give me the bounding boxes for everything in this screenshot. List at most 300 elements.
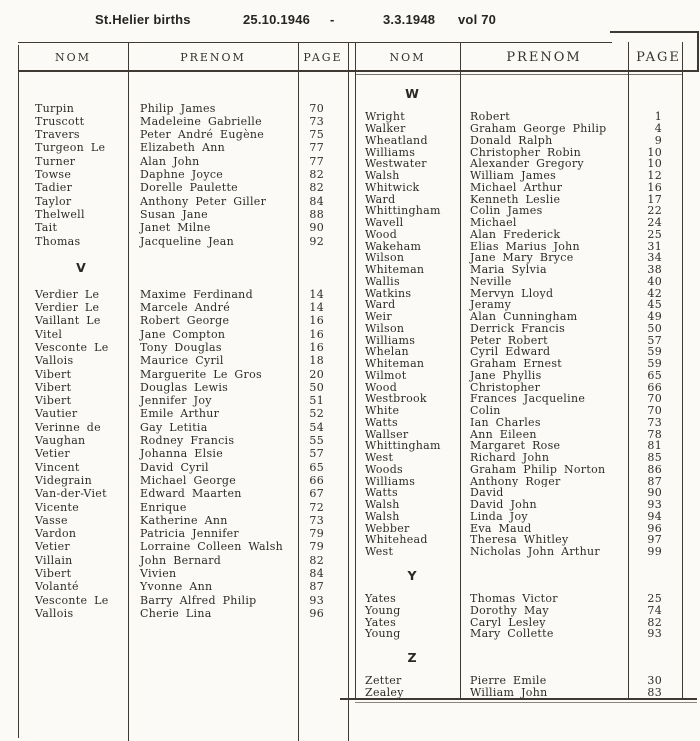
table-row	[355, 311, 682, 323]
page-cell: 84	[309, 194, 324, 208]
page-cell: 22	[647, 205, 662, 217]
page-cell	[628, 664, 682, 676]
page-cell: 14	[309, 287, 324, 301]
prenom-cell: Yvonne Ann	[140, 580, 213, 594]
prenom-cell: Marguerite Le Gros	[140, 367, 262, 381]
table-row	[18, 567, 348, 580]
prenom-cell: Nicholas John Arthur	[470, 546, 600, 558]
prenom-cell: Christopher	[470, 381, 541, 394]
page-cell	[628, 640, 682, 652]
nom-cell: Yates	[365, 616, 397, 629]
nom-cell: Williams	[365, 475, 416, 488]
table-row	[355, 393, 682, 405]
table-row	[18, 421, 348, 434]
table-row	[18, 288, 348, 301]
prenom-cell: Lorraine Colleen Walsh	[140, 540, 284, 554]
prenom-cell: Jeramy	[470, 299, 512, 311]
nom-cell	[18, 75, 128, 88]
table-row	[18, 328, 348, 341]
table-row	[355, 323, 682, 335]
table-row	[18, 208, 348, 221]
nom-cell: W	[405, 87, 420, 100]
nom-cell: Z	[407, 651, 418, 664]
page-cell: 65	[647, 369, 662, 382]
page-cell: 86	[647, 463, 662, 476]
table-row	[355, 205, 682, 217]
table-row	[355, 570, 682, 582]
right-nom-header: NOM	[389, 51, 426, 64]
table-row	[18, 554, 348, 567]
page-cell: 79	[309, 527, 324, 541]
nom-cell: Watts	[365, 416, 398, 429]
prenom-cell: Patricia Jennifer	[140, 527, 239, 541]
page-cell: 66	[309, 473, 324, 487]
table-row	[355, 264, 682, 276]
prenom-cell: Maria Sylvia	[470, 264, 547, 276]
nom-cell: Watkins	[365, 287, 412, 300]
nom-cell: Whitehead	[365, 534, 428, 546]
prenom-cell: Colin James	[470, 205, 543, 217]
table-row	[355, 640, 682, 652]
page-cell: 57	[309, 447, 324, 461]
page-cell: 10	[647, 158, 662, 170]
prenom-cell	[460, 581, 628, 593]
prenom-cell: Elias Marius John	[470, 240, 580, 253]
page-cell: 99	[647, 546, 662, 558]
prenom-cell	[460, 664, 628, 676]
table-row	[18, 501, 348, 514]
table-row	[18, 128, 348, 141]
table-row	[355, 417, 682, 429]
prenom-cell: Michael Arthur	[470, 181, 563, 194]
table-bottom-border-2	[355, 702, 697, 703]
table-row	[18, 394, 348, 407]
table-row	[355, 158, 682, 170]
page-cell	[298, 248, 348, 261]
table-row	[355, 675, 682, 687]
prenom-cell: Michael	[470, 217, 517, 229]
page-cell: 84	[309, 566, 324, 580]
page-cell: 18	[309, 354, 324, 368]
nom-cell: Vibert	[35, 566, 72, 580]
nom-cell: Weir	[365, 311, 392, 323]
nom-cell: Vautier	[35, 407, 78, 421]
table-row	[355, 382, 682, 394]
page-cell	[298, 75, 348, 88]
page-cell: 73	[309, 513, 324, 527]
nom-cell	[355, 76, 460, 88]
nom-cell	[18, 88, 128, 101]
table-row	[18, 461, 348, 474]
page-cell: 24	[647, 217, 662, 229]
prenom-cell: Eva Maud	[470, 522, 532, 535]
page-cell: 90	[647, 487, 662, 499]
table-row	[355, 111, 682, 123]
table-row	[18, 301, 348, 314]
nom-cell: Verdier Le	[35, 301, 100, 315]
page-cell	[628, 581, 682, 593]
page-cell: 10	[647, 146, 662, 159]
page-cell	[628, 76, 682, 88]
table-row	[18, 102, 348, 115]
left-page-header: PAGE	[303, 51, 343, 64]
table-row	[18, 235, 348, 248]
table-row	[355, 123, 682, 135]
page-cell	[628, 100, 682, 112]
table-row	[355, 358, 682, 370]
table-row	[18, 527, 348, 540]
nom-cell: Videgrain	[35, 473, 92, 487]
prenom-cell: Colin	[470, 405, 501, 417]
page-cell: 85	[647, 452, 662, 464]
prenom-cell: Alan John	[140, 154, 200, 168]
nom-cell: Vasse	[35, 513, 68, 527]
prenom-cell: Peter André Eugène	[140, 128, 265, 142]
nom-cell: Whittingham	[365, 440, 441, 452]
page-cell: 16	[309, 314, 324, 328]
page-cell	[628, 570, 682, 582]
nom-cell: Vaillant Le	[35, 314, 101, 328]
nom-cell: Young	[365, 628, 401, 640]
nom-cell: Vetier	[35, 447, 70, 461]
nom-cell: Vibert	[35, 394, 72, 408]
table-row	[18, 474, 348, 487]
nom-cell: Whitwick	[365, 181, 420, 194]
prenom-cell: Neville	[470, 275, 512, 288]
page-cell: 16	[647, 181, 662, 194]
nom-cell: Zetter	[365, 675, 402, 687]
nom-cell: Walker	[365, 123, 406, 135]
nom-cell: Woods	[365, 463, 403, 476]
prenom-cell: Frances Jacqueline	[470, 393, 586, 405]
prenom-cell: Derrick Francis	[470, 322, 566, 335]
nom-cell: Wood	[365, 228, 398, 241]
nom-cell: Turpin	[35, 101, 75, 115]
prenom-cell: Maurice Cyril	[140, 354, 224, 368]
nom-cell	[18, 248, 128, 261]
table-row	[18, 274, 348, 287]
page-cell: 34	[647, 252, 662, 264]
nom-cell: Williams	[365, 334, 416, 347]
prenom-cell	[128, 261, 298, 274]
header-bottom-border	[18, 70, 697, 72]
prenom-cell: Cyril Edward	[470, 346, 551, 358]
table-row	[18, 88, 348, 101]
table-row	[18, 314, 348, 327]
prenom-cell: Graham Philip Norton	[470, 463, 606, 476]
page-cell: 72	[309, 500, 324, 514]
page-cell: 59	[647, 346, 662, 358]
page-cell: 78	[647, 428, 662, 441]
prenom-cell: Marcele André	[140, 301, 231, 315]
nom-cell	[355, 640, 460, 652]
nom-cell: Zealey	[365, 687, 404, 699]
table-row	[18, 261, 348, 274]
page-cell: 75	[309, 128, 324, 142]
right-page-header: PAGE	[636, 50, 681, 65]
prenom-cell: Tony Douglas	[140, 340, 222, 354]
page-cell: 40	[647, 275, 662, 288]
page-cell: 57	[647, 334, 662, 347]
nom-cell: Vitel	[35, 327, 63, 341]
table-row	[18, 447, 348, 460]
left-prenom-header: PRENOM	[180, 51, 246, 64]
table-row	[355, 617, 682, 629]
table-row	[355, 605, 682, 617]
page-cell: 12	[647, 170, 662, 182]
nom-cell	[355, 558, 460, 570]
page-cell: 93	[647, 628, 662, 640]
table-row	[355, 299, 682, 311]
nom-cell: Vicente	[35, 500, 80, 514]
page-cell: 31	[647, 240, 662, 253]
nom-cell: White	[365, 405, 400, 417]
prenom-cell: Donald Ralph	[470, 134, 553, 147]
page-cell: 20	[309, 367, 324, 381]
prenom-cell: Jane Mary Bryce	[470, 252, 574, 264]
nom-cell: Vibert	[35, 380, 72, 394]
end-date: 3.3.1948	[383, 12, 436, 27]
page-cell: 79	[309, 540, 324, 554]
table-row	[355, 593, 682, 605]
page-cell: 59	[647, 358, 662, 370]
table-row	[355, 241, 682, 253]
page-cell: 1	[654, 111, 662, 123]
page-cell: 67	[309, 487, 324, 501]
table-row	[18, 141, 348, 154]
table-row	[355, 558, 682, 570]
nom-cell: Taylor	[35, 194, 72, 208]
prenom-cell: John Bernard	[140, 553, 222, 567]
prenom-cell: Emile Arthur	[140, 407, 220, 421]
table-row	[18, 181, 348, 194]
nom-cell: Villain	[35, 553, 73, 567]
nom-cell: Yates	[365, 593, 397, 605]
prenom-cell: Robert	[470, 111, 510, 123]
prenom-cell: Pierre Emile	[470, 675, 547, 687]
page-cell: 51	[309, 394, 324, 408]
date-separator: -	[330, 12, 335, 27]
table-row	[355, 217, 682, 229]
nom-cell: Thomas	[35, 234, 81, 248]
volume-label: vol 70	[458, 12, 497, 27]
prenom-cell: Maxime Ferdinand	[140, 287, 253, 301]
table-row	[355, 511, 682, 523]
page-cell	[298, 88, 348, 101]
prenom-cell: Jacqueline Jean	[140, 234, 234, 248]
prenom-cell: Mary Collette	[470, 628, 554, 640]
prenom-cell: Kenneth Leslie	[470, 193, 561, 206]
table-row	[355, 346, 682, 358]
nom-cell: Turner	[35, 154, 76, 168]
prenom-cell: Elizabeth Ann	[140, 141, 225, 155]
table-row	[355, 523, 682, 535]
page-cell: 30	[647, 675, 662, 687]
table-row	[355, 335, 682, 347]
prenom-cell: Daphne Joyce	[140, 168, 224, 182]
page-cell: 82	[309, 181, 324, 195]
page-cell: 25	[647, 593, 662, 605]
page-cell: 50	[647, 322, 662, 335]
nom-cell: Vallois	[35, 354, 74, 368]
table-row	[18, 115, 348, 128]
table-row	[18, 407, 348, 420]
page-cell: 88	[309, 207, 324, 221]
table-row	[355, 628, 682, 640]
prenom-cell	[128, 274, 298, 287]
nom-cell	[355, 581, 460, 593]
nom-cell: Whiteman	[365, 358, 425, 370]
table-row	[355, 687, 682, 699]
nom-cell: Wheatland	[365, 134, 428, 147]
nom-cell: Vardon	[35, 527, 77, 541]
page-cell: 94	[647, 510, 662, 523]
prenom-cell: Dorothy May	[470, 604, 549, 617]
prenom-cell: Anthony Peter Giller	[140, 194, 267, 208]
prenom-cell: Katherine Ann	[140, 513, 228, 527]
nom-cell: Whelan	[365, 346, 409, 358]
nom-cell: Webber	[365, 522, 410, 535]
nom-cell: Westwater	[365, 158, 427, 170]
page-cell: 17	[647, 193, 662, 206]
nom-cell: Verinne de	[35, 420, 101, 434]
prenom-cell: Theresa Whitley	[470, 534, 569, 546]
page-cell: 87	[309, 580, 324, 594]
table-row	[355, 182, 682, 194]
nom-cell: Wilson	[365, 252, 405, 264]
prenom-cell: David Cyril	[140, 460, 209, 474]
prenom-cell	[460, 570, 628, 582]
right-prenom-header: PRENOM	[506, 50, 582, 65]
table-row	[355, 135, 682, 147]
table-row	[18, 594, 348, 607]
table-row	[355, 452, 682, 464]
nom-cell: Turgeon Le	[35, 141, 106, 155]
nom-cell: Vesconte Le	[35, 593, 109, 607]
page-cell: 93	[309, 593, 324, 607]
prenom-cell: Douglas Lewis	[140, 380, 229, 394]
table-row	[18, 434, 348, 447]
page-cell: 54	[309, 420, 324, 434]
nom-cell	[355, 100, 460, 112]
table-row	[355, 546, 682, 558]
prenom-cell: Anthony Roger	[470, 475, 561, 488]
prenom-cell: Johanna Elsie	[140, 447, 224, 461]
page-cell	[628, 652, 682, 664]
page-cell: 83	[647, 687, 662, 699]
table-row	[355, 252, 682, 264]
prenom-cell: Jane Compton	[140, 327, 226, 341]
table-row	[355, 652, 682, 664]
left-nom-header: NOM	[55, 51, 91, 64]
prenom-cell: Cherie Lina	[140, 606, 212, 620]
page-cell: 70	[309, 101, 324, 115]
table-row	[18, 168, 348, 181]
table-row	[355, 429, 682, 441]
prenom-cell: David John	[470, 499, 537, 511]
prenom-cell: Edward Maarten	[140, 487, 242, 501]
page-cell: 42	[647, 287, 662, 300]
page-cell: 55	[309, 434, 324, 448]
page-cell: 52	[309, 407, 324, 421]
prenom-cell: Philip James	[140, 101, 216, 115]
nom-cell: Towse	[35, 168, 72, 182]
page-cell: 70	[647, 393, 662, 405]
page-box-top-border	[610, 31, 697, 33]
table-row	[18, 607, 348, 620]
nom-cell: West	[365, 452, 394, 464]
table-row	[18, 580, 348, 593]
prenom-cell	[128, 75, 298, 88]
page-cell: 16	[309, 327, 324, 341]
page-cell: 45	[647, 299, 662, 311]
prenom-cell	[460, 76, 628, 88]
table-row	[355, 76, 682, 88]
prenom-cell: Margaret Rose	[470, 440, 561, 452]
prenom-cell: Peter Robert	[470, 334, 548, 347]
nom-cell: Vesconte Le	[35, 340, 109, 354]
nom-cell: Vincent	[35, 460, 80, 474]
prenom-cell: Caryl Lesley	[470, 616, 546, 629]
table-row	[355, 476, 682, 488]
nom-cell: Travers	[35, 128, 80, 142]
page-cell: 66	[647, 381, 662, 394]
left-table-right-border	[348, 42, 349, 741]
prenom-cell: Michael George	[140, 473, 237, 487]
nom-cell: Wilmot	[365, 369, 407, 382]
table-row	[355, 370, 682, 382]
table-row	[355, 276, 682, 288]
nom-cell: Wavell	[365, 217, 404, 229]
page-cell: 82	[309, 168, 324, 182]
nom-cell: Whittingham	[365, 205, 441, 217]
page-cell: 87	[647, 475, 662, 488]
table-row	[355, 100, 682, 112]
nom-cell: Wallser	[365, 428, 409, 441]
nom-cell: Ward	[365, 299, 396, 311]
table-row	[18, 514, 348, 527]
table-row	[18, 354, 348, 367]
page-cell	[628, 558, 682, 570]
table-row	[18, 341, 348, 354]
nom-cell: Verdier Le	[35, 287, 100, 301]
nom-cell: Walsh	[365, 499, 400, 511]
table-row	[18, 248, 348, 261]
right-table-body	[355, 76, 682, 699]
start-date: 25.10.1946	[243, 12, 311, 27]
page-cell: 74	[647, 604, 662, 617]
prenom-cell	[460, 100, 628, 112]
nom-cell: Wilson	[365, 322, 405, 335]
nom-cell	[18, 274, 128, 287]
nom-cell: Truscott	[35, 114, 85, 128]
page-cell: 92	[309, 234, 324, 248]
prenom-cell: Ian Charles	[470, 416, 541, 429]
prenom-cell: Alexander Gregory	[470, 158, 584, 170]
table-row	[18, 75, 348, 88]
table-row	[355, 464, 682, 476]
page-cell	[298, 261, 348, 274]
page-cell: 81	[647, 440, 662, 452]
page-cell: 73	[647, 416, 662, 429]
nom-cell: Thelwell	[35, 207, 85, 221]
left-table-body	[18, 75, 348, 620]
table-row	[355, 440, 682, 452]
prenom-cell: Dorelle Paulette	[140, 181, 238, 195]
table-row	[18, 487, 348, 500]
page-cell: 38	[647, 264, 662, 276]
table-row	[18, 155, 348, 168]
